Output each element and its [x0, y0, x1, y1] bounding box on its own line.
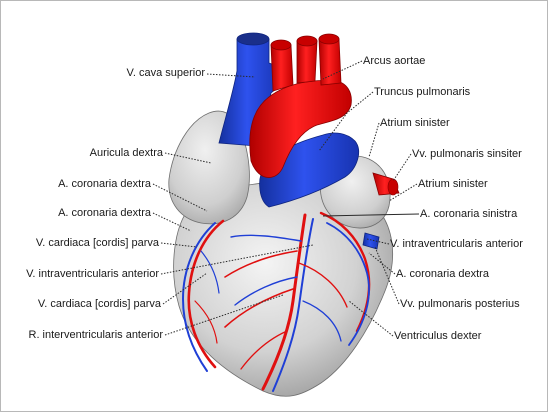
label-auricula-dextra: Auricula dextra [89, 147, 163, 159]
label-a-coronaria-dextra-1: A. coronaria dextra [58, 178, 151, 190]
aorta-branch-2 [297, 41, 317, 83]
label-v-cava-superior: V. cava superior [126, 67, 205, 79]
label-r-interventricularis-anterior: R. interventricularis anterior [28, 329, 163, 341]
label-v-cardiaca-parva-2: V. cardiaca [cordis] parva [37, 298, 161, 310]
aorta-branch-3 [319, 39, 341, 85]
vv-pulmonaris-opening [388, 179, 398, 195]
label-a-coronaria-dextra-2: A. coronaria dextra [58, 207, 151, 219]
label-ventriculus-dexter: Ventriculus dexter [394, 330, 482, 342]
label-vv-pulmonaris-posterius: Vv. pulmonaris posterius [400, 298, 520, 310]
label-arcus-aortae: Arcus aortae [363, 55, 426, 67]
heart-illustration [1, 1, 547, 411]
label-v-intraventricularis-anterior-right: V. intraventricularis anterior [390, 238, 523, 250]
label-vv-pulmonaris-sinsiter: Vv. pulmonaris sinsiter [412, 148, 522, 160]
aorta-branch-2-opening [297, 36, 317, 46]
label-atrium-sinister-2: Atrium sinister [418, 178, 488, 190]
label-v-intraventricularis-anterior-left: V. intraventricularis anterior [26, 268, 159, 280]
aorta-branch-1-opening [271, 40, 291, 50]
label-v-cardiaca-parva-1: V. cardiaca [cordis] parva [35, 237, 159, 249]
vena-cava-opening [237, 33, 269, 45]
label-a-coronaria-sinistra: A. coronaria sinistra [420, 208, 518, 220]
label-atrium-sinister-1: Atrium sinister [380, 117, 450, 129]
aorta-branch-3-opening [319, 34, 339, 44]
aorta-branch-1 [271, 45, 293, 91]
label-a-coronaria-dextra-3: A. coronaria dextra [396, 268, 489, 280]
label-truncus-pulmonaris: Truncus pulmonaris [374, 86, 471, 98]
